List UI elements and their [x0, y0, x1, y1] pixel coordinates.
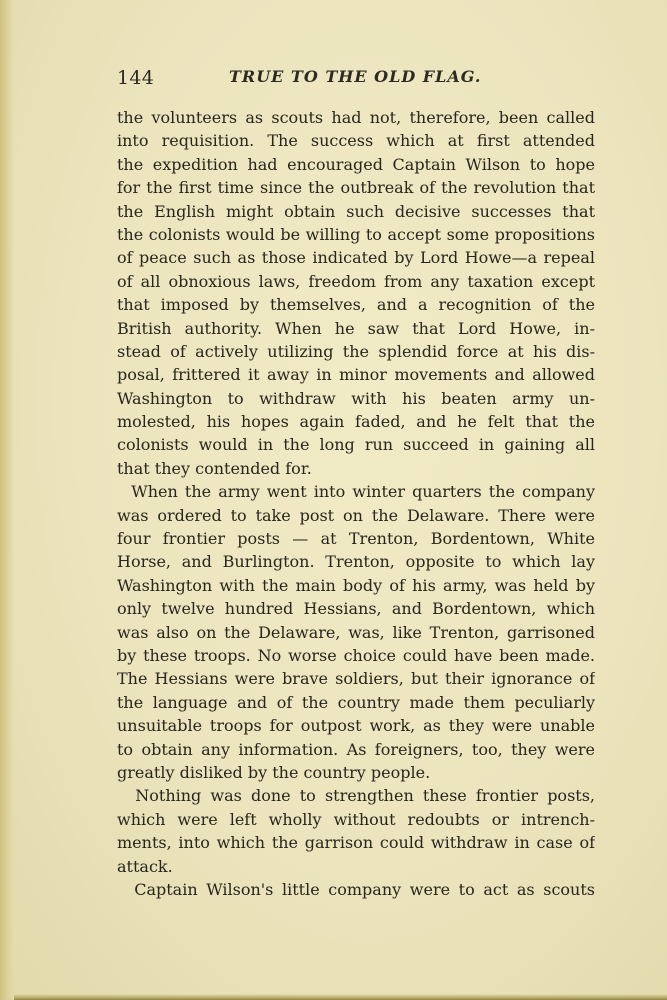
text-line: by these troops. No worse choice could have been made.: [117, 645, 595, 665]
text-line: When the army went into winter quarters the company: [117, 482, 595, 502]
running-head: TRUE TO THE OLD FLAG.: [229, 67, 482, 86]
text-line: posal, frittered it away in minor movements and allowed: [117, 365, 595, 385]
page-number: 144: [117, 67, 155, 89]
text-line: which were left wholly without redoubts or intrench-: [117, 809, 595, 829]
text-line: was ordered to take post on the Delaware. There were: [117, 505, 595, 525]
text-line: Horse, and Burlington. Trenton, opposite to which lay: [117, 552, 595, 572]
text-line: of peace such as those indicated by Lord Howe—a repeal: [117, 248, 595, 268]
page-binding-shadow: [0, 0, 14, 1000]
text-line: molested, his hopes again faded, and he felt that the: [117, 412, 595, 432]
text-line: Captain Wilson's little company were to act as scouts: [117, 879, 595, 899]
text-line: the expedition had encouraged Captain Wilson to hope: [117, 154, 595, 174]
text-line: Nothing was done to strengthen these frontier posts,: [117, 786, 595, 806]
text-line: for the first time since the outbreak of the revolution that: [117, 178, 595, 198]
text-line: Washington to withdraw with his beaten army un-: [117, 388, 595, 408]
text-line: attack.: [117, 856, 173, 876]
text-line: The Hessians were brave soldiers, but their ignorance of: [117, 669, 595, 689]
page-bottom-edge: [14, 994, 667, 1000]
text-line: the colonists would be willing to accept some propositions: [117, 224, 595, 244]
text-line: greatly disliked by the country people.: [117, 762, 431, 782]
text-line: ments, into which the garrison could withdraw in case of: [117, 833, 595, 853]
text-line: only twelve hundred Hessians, and Bordentown, which: [117, 599, 595, 619]
text-line: colonists would in the long run succeed in gaining all: [117, 435, 595, 455]
text-line: that they contended for.: [117, 458, 312, 478]
text-line: four frontier posts — at Trenton, Bordentown, White: [117, 529, 595, 549]
text-line: stead of actively utilizing the splendid force at his dis-: [117, 341, 595, 361]
text-line: that imposed by themselves, and a recognition of the: [117, 295, 595, 315]
body-text: [117, 106, 595, 901]
text-line: to obtain any information. As foreigners, too, they were: [117, 739, 595, 759]
text-line: of all obnoxious laws, freedom from any taxation except: [117, 271, 595, 291]
text-line: Washington with the main body of his army, was held by: [117, 575, 595, 595]
text-line: British authority. When he saw that Lord Howe, in-: [117, 318, 595, 338]
text-line: unsuitable troops for outpost work, as they were unable: [117, 716, 595, 736]
page-header: [117, 64, 595, 90]
text-line: the language and of the country made them peculiarly: [117, 692, 595, 712]
text-line: the English might obtain such decisive successes that: [117, 201, 595, 221]
text-line: into requisition. The success which at first attended: [117, 131, 595, 151]
text-line: the volunteers as scouts had not, therefore, been called: [117, 108, 595, 127]
text-line: was also on the Delaware, was, like Trenton, garrisoned: [117, 622, 595, 642]
